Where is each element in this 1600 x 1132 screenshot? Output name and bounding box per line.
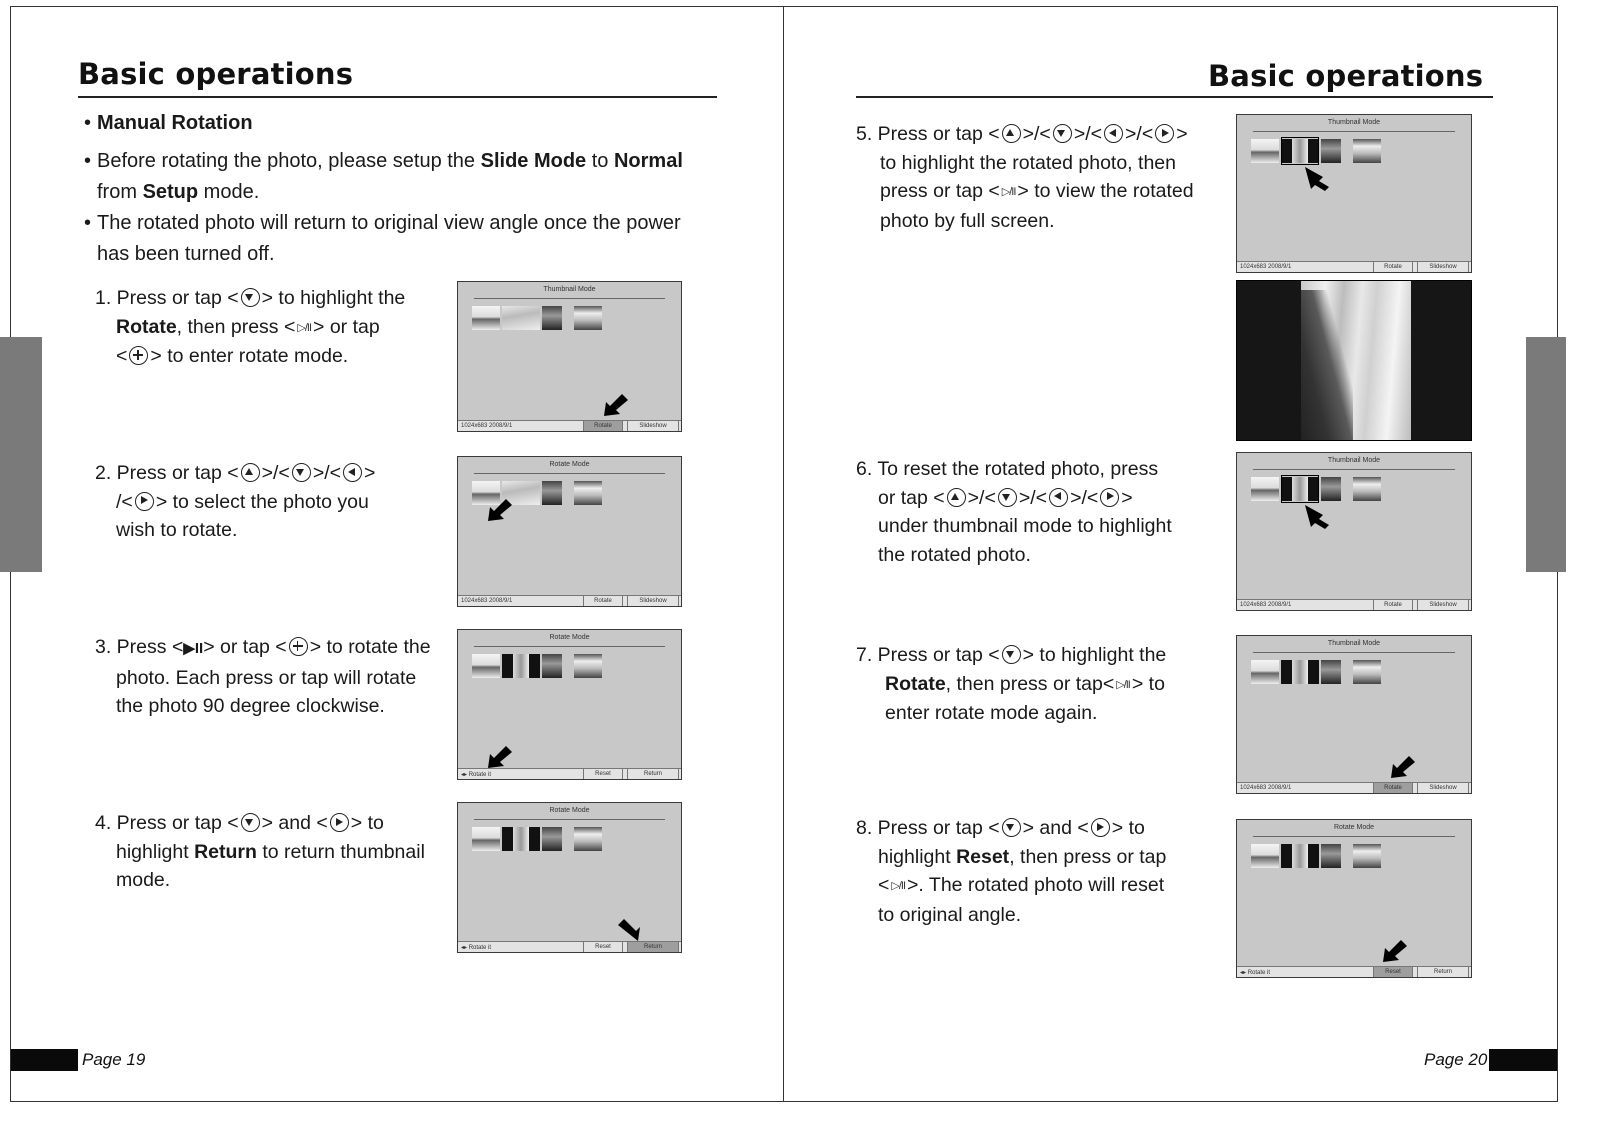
play-pause-icon: ▷/II <box>297 321 312 334</box>
right-icon <box>330 813 349 832</box>
right-icon <box>1155 124 1174 143</box>
page-border-top <box>10 6 1558 7</box>
down-icon <box>241 288 260 307</box>
enter-icon <box>289 637 308 656</box>
down-icon <box>1002 645 1021 664</box>
step-7-text: 7. Press or tap < > to highlight the Rotate, then press or tap< ▷/II > to enter rotate mode again. <box>856 644 1167 724</box>
pointer-arrow-icon <box>614 917 644 943</box>
screen-step-4: Rotate Mode ◂▸ Rotate it Reset Return <box>457 802 682 953</box>
page-spine <box>783 6 784 1102</box>
down-icon <box>1002 818 1021 837</box>
pointer-arrow-icon <box>484 497 514 523</box>
down-icon <box>241 813 260 832</box>
left-icon <box>343 463 362 482</box>
pointer-arrow-icon <box>484 744 514 770</box>
right-title-rule <box>856 96 1493 98</box>
play-pause-icon: ▷/II <box>1116 678 1130 691</box>
step-5-text: 5. Press or tap < >/< >/< >/< > to highlight the rotated photo, then press or tap < ▷/II > to view the rotated photo by full screen. <box>856 123 1194 232</box>
play-pause-icon: ▶II <box>183 640 204 657</box>
setup-note: • Before rotating the photo, please setup the Slide Mode to Normal from Setup mode. <box>84 150 683 203</box>
up-icon <box>947 488 966 507</box>
right-page-number: Page 20 <box>1424 1050 1488 1069</box>
screen-step-5: Thumbnail Mode 1024x683 2008/9/1 Rotate Slideshow <box>1236 114 1472 273</box>
screen-step-6: Thumbnail Mode 1024x683 2008/9/1 Rotate Slideshow <box>1236 452 1472 611</box>
right-footer-bar <box>1489 1049 1557 1071</box>
step-2-text: 2. Press or tap < >/< >/< > /< > to select the photo you wish to rotate. <box>95 462 376 541</box>
pointer-arrow-icon <box>600 392 630 418</box>
enter-icon <box>129 346 148 365</box>
pointer-arrow-icon <box>1387 754 1417 780</box>
step-3-text: 3. Press <▶II> or tap < > to rotate the photo. Each press or tap will rotate the photo 90 degree clockwise. <box>95 636 431 717</box>
left-page-number: Page 19 <box>82 1050 146 1069</box>
left-side-tab <box>0 337 42 572</box>
power-note: • The rotated photo will return to original view angle once the power has been turned off. <box>84 212 681 265</box>
step-6-text: 6. To reset the rotated photo, press or tap < >/< >/< >/< > under thumbnail mode to highlight the rotated photo. <box>856 458 1172 566</box>
left-icon <box>1104 124 1123 143</box>
down-icon <box>292 463 311 482</box>
right-side-tab <box>1526 337 1566 572</box>
up-icon <box>1002 124 1021 143</box>
screen-step-7: Thumbnail Mode 1024x683 2008/9/1 Rotate Slideshow <box>1236 635 1472 794</box>
pointer-arrow-icon <box>1379 938 1409 964</box>
right-page-title: Basic operations <box>1208 59 1484 93</box>
full-screen-rotated-photo <box>1236 280 1472 441</box>
right-icon <box>135 492 154 511</box>
left-icon <box>1049 488 1068 507</box>
screen-step-1: Thumbnail Mode 1024x683 2008/9/1 Rotate Slideshow <box>457 281 682 432</box>
right-icon <box>1091 818 1110 837</box>
down-icon <box>998 488 1017 507</box>
pointer-arrow-icon <box>1301 165 1331 191</box>
section-heading: • Manual Rotation <box>84 112 253 134</box>
pointer-arrow-icon <box>1301 503 1331 529</box>
play-pause-icon: ▷/II <box>1001 186 1016 198</box>
page-border-bottom <box>10 1101 1558 1102</box>
left-title-rule <box>78 96 717 98</box>
step-8-text: 8. Press or tap < > and < > to highlight Reset, then press or tap < ▷/II >. The rotated photo will reset to original angle. <box>856 817 1167 926</box>
screen-step-3: Rotate Mode ◂▸ Rotate it Reset Return <box>457 629 682 780</box>
left-page-title: Basic operations <box>78 57 354 91</box>
up-icon <box>241 463 260 482</box>
screen-step-8: Rotate Mode ◂▸ Rotate it Reset Return <box>1236 819 1472 978</box>
step-1-text: 1. Press or tap < > to highlight the Rotate, then press < ▷/II > or tap < > to enter rotate mode. <box>95 287 406 367</box>
left-footer-bar <box>11 1049 78 1071</box>
screen-step-2: Rotate Mode 1024x683 2008/9/1 Rotate Slideshow <box>457 456 682 607</box>
step-4-text: 4. Press or tap < > and < > to highlight Return to return thumbnail mode. <box>95 812 425 891</box>
down-icon <box>1053 124 1072 143</box>
play-pause-icon: ▷/II <box>891 880 906 892</box>
right-icon <box>1100 488 1119 507</box>
